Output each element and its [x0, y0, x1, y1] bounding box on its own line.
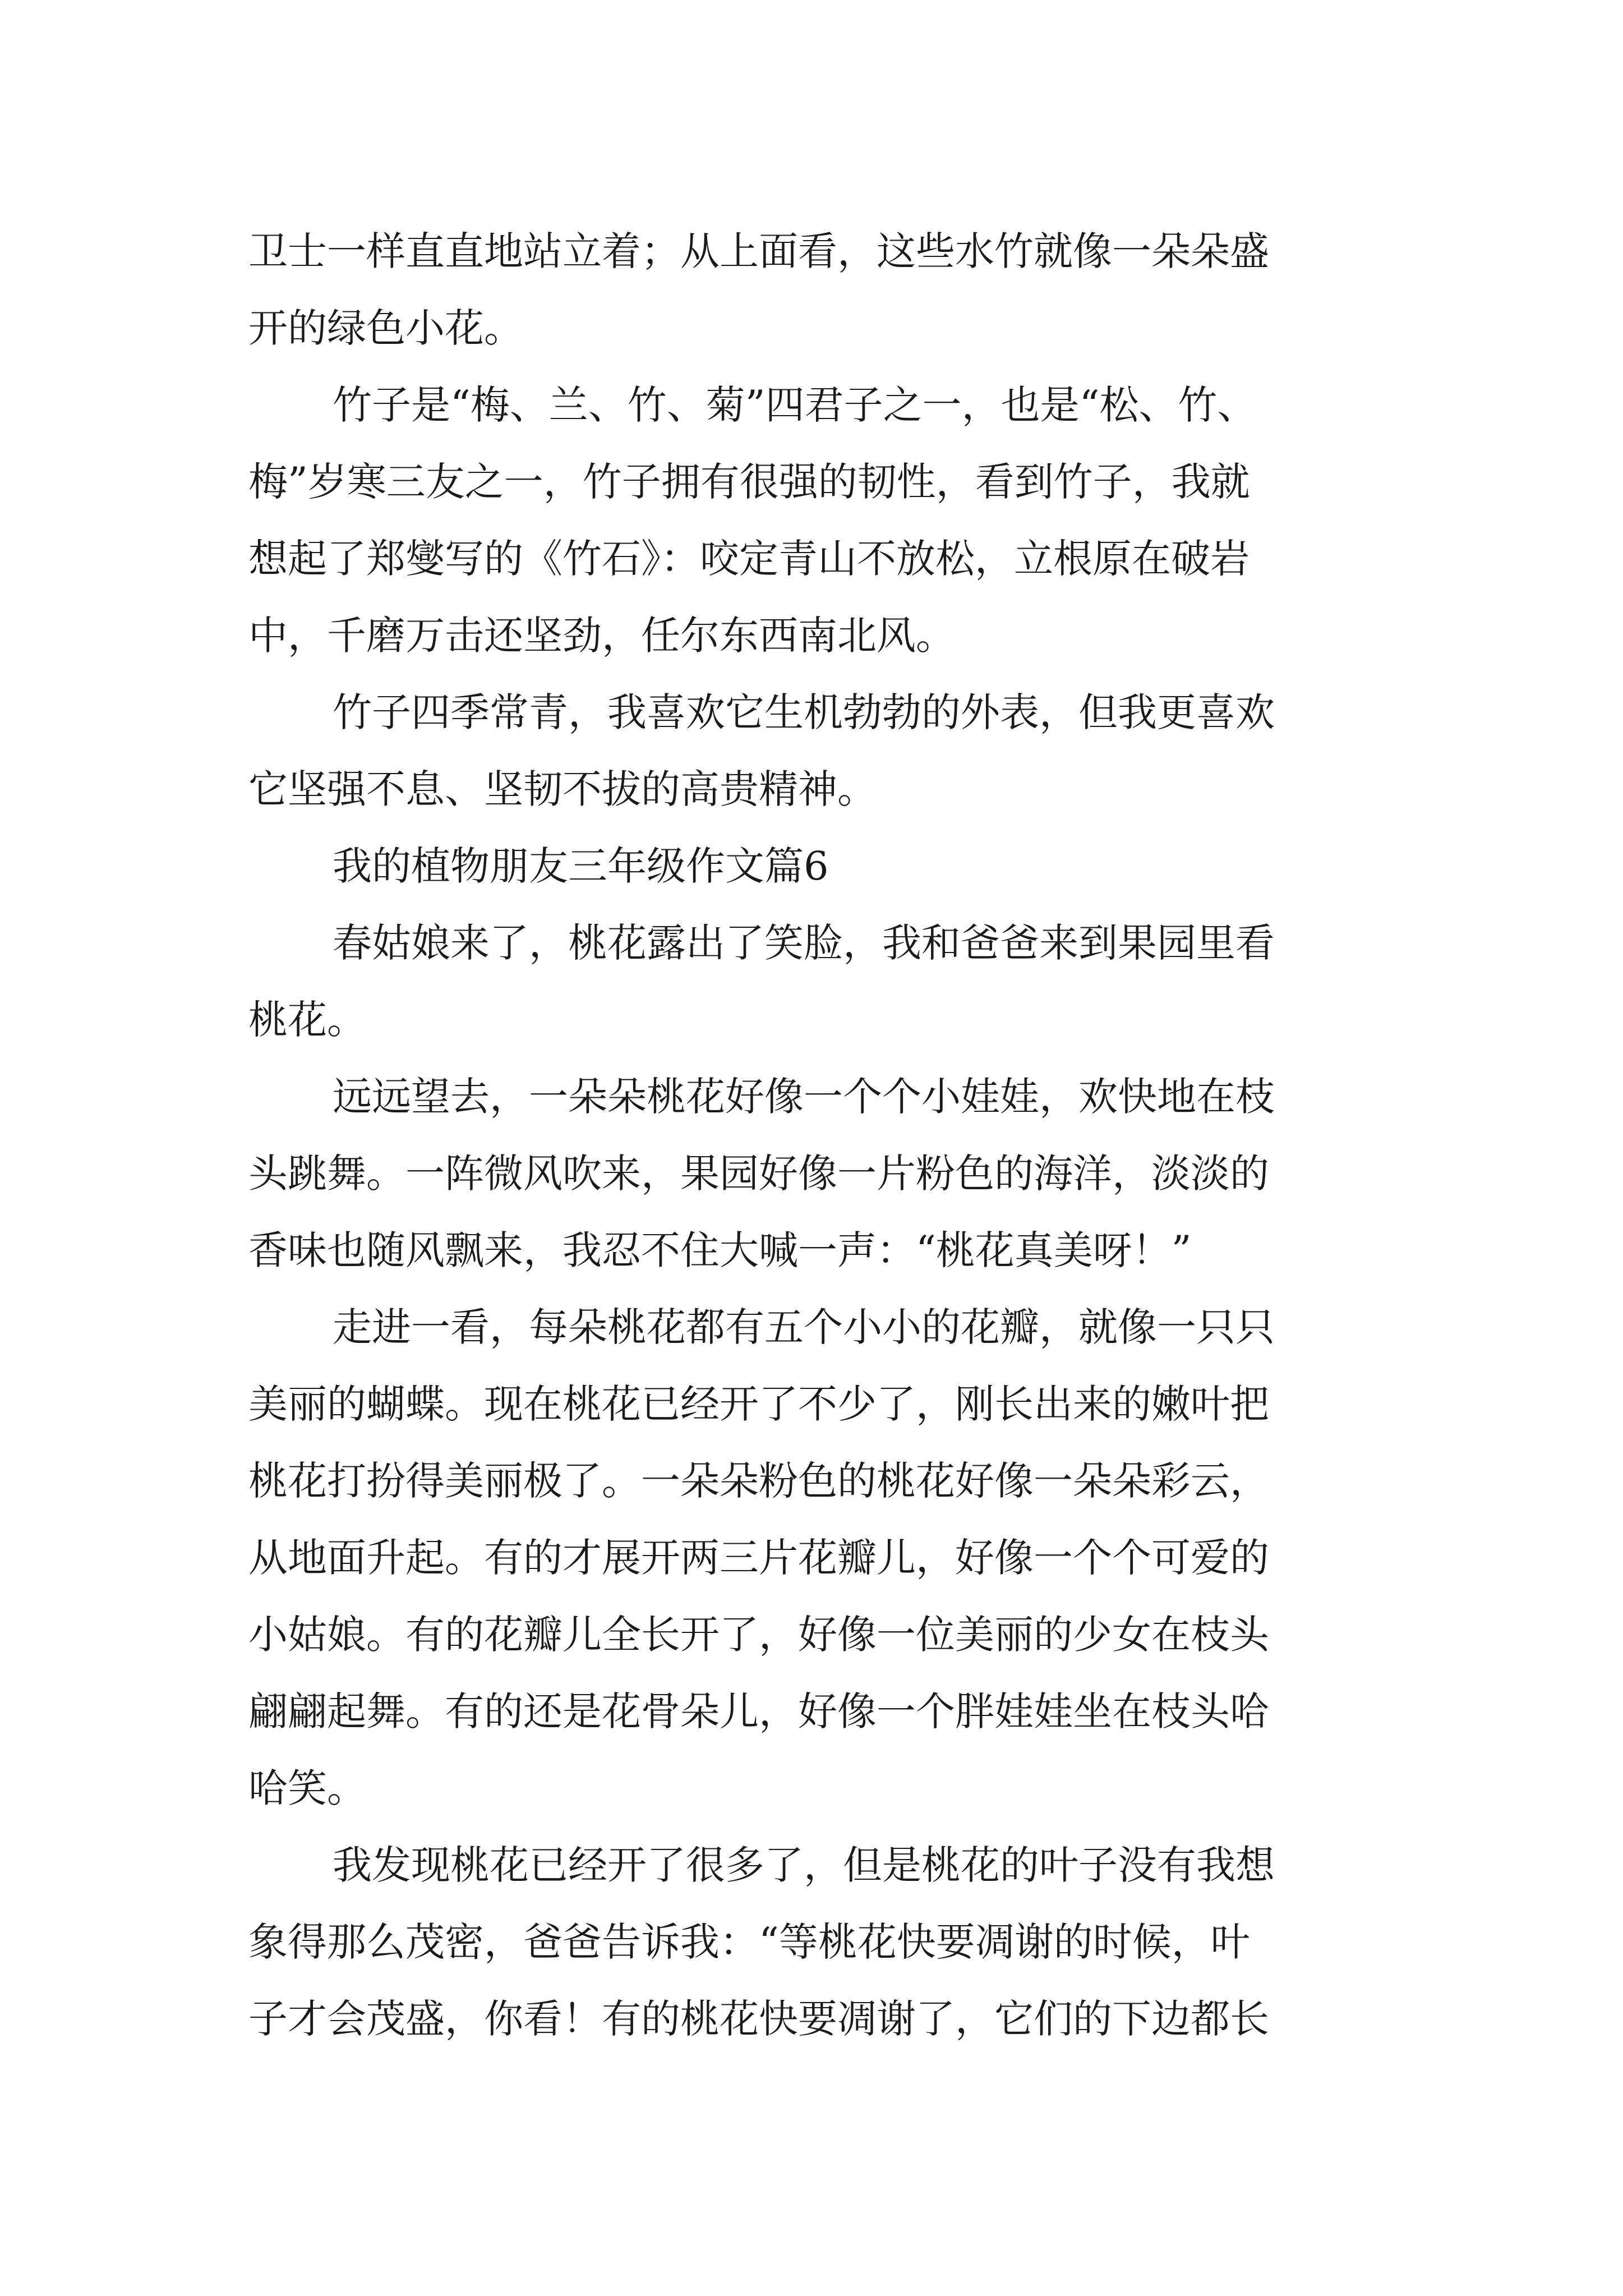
text-line: 香味也随风飘来，我忍不住大喊一声：“桃花真美呀！” — [248, 1227, 1192, 1273]
text-line: 开的绿色小花。 — [248, 305, 523, 351]
text-line: 走进一看，每朵桃花都有五个小小的花瓣，就像一只只 — [333, 1304, 1275, 1350]
text-line: 小姑娘。有的花瓣儿全长开了，好像一位美丽的少女在枝头 — [248, 1612, 1269, 1658]
text-line: 竹子是“梅、兰、竹、菊”四君子之一，也是“松、竹、 — [333, 382, 1257, 428]
text-line: 我发现桃花已经开了很多了，但是桃花的叶子没有我想 — [333, 1842, 1275, 1888]
text-line: 中，千磨万击还坚劲，任尔东西南北风。 — [248, 613, 955, 659]
text-line: 头跳舞。一阵微风吹来，果园好像一片粉色的海洋，淡淡的 — [248, 1151, 1269, 1197]
text-line: 桃花打扮得美丽极了。一朵朵粉色的桃花好像一朵朵彩云， — [248, 1458, 1269, 1504]
text-line: 远远望去，一朵朵桃花好像一个个小娃娃，欢快地在枝 — [333, 1074, 1275, 1120]
text-line: 想起了郑燮写的《竹石》：咬定青山不放松，立根原在破岩 — [248, 536, 1249, 582]
text-line: 子才会茂盛，你看！有的桃花快要凋谢了，它们的下边都长 — [248, 1996, 1269, 2042]
text-line: 竹子四季常青，我喜欢它生机勃勃的外表，但我更喜欢 — [333, 689, 1275, 735]
text-line: 春姑娘来了，桃花露出了笑脸，我和爸爸来到果园里看 — [333, 920, 1275, 966]
text-line: 它坚强不息、坚韧不拔的高贵精神。 — [248, 766, 877, 812]
article-body — [248, 213, 1381, 2058]
text-line: 卫士一样直直地站立着；从上面看，这些水竹就像一朵朵盛 — [248, 228, 1269, 274]
text-line: 桃花。 — [248, 997, 366, 1043]
section-heading: 我的植物朋友三年级作文篇6 — [333, 843, 829, 889]
text-line: 梅”岁寒三友之一，竹子拥有很强的韧性，看到竹子，我就 — [248, 459, 1250, 505]
text-line: 从地面升起。有的才展开两三片花瓣儿，好像一个个可爱的 — [248, 1535, 1269, 1581]
text-line: 哈笑。 — [248, 1765, 366, 1811]
text-line: 美丽的蝴蝶。现在桃花已经开了不少了，刚长出来的嫩叶把 — [248, 1381, 1269, 1427]
text-line: 象得那么茂密，爸爸告诉我：“等桃花快要凋谢的时候，叶 — [248, 1919, 1250, 1965]
text-line: 翩翩起舞。有的还是花骨朵儿，好像一个胖娃娃坐在枝头哈 — [248, 1688, 1269, 1734]
